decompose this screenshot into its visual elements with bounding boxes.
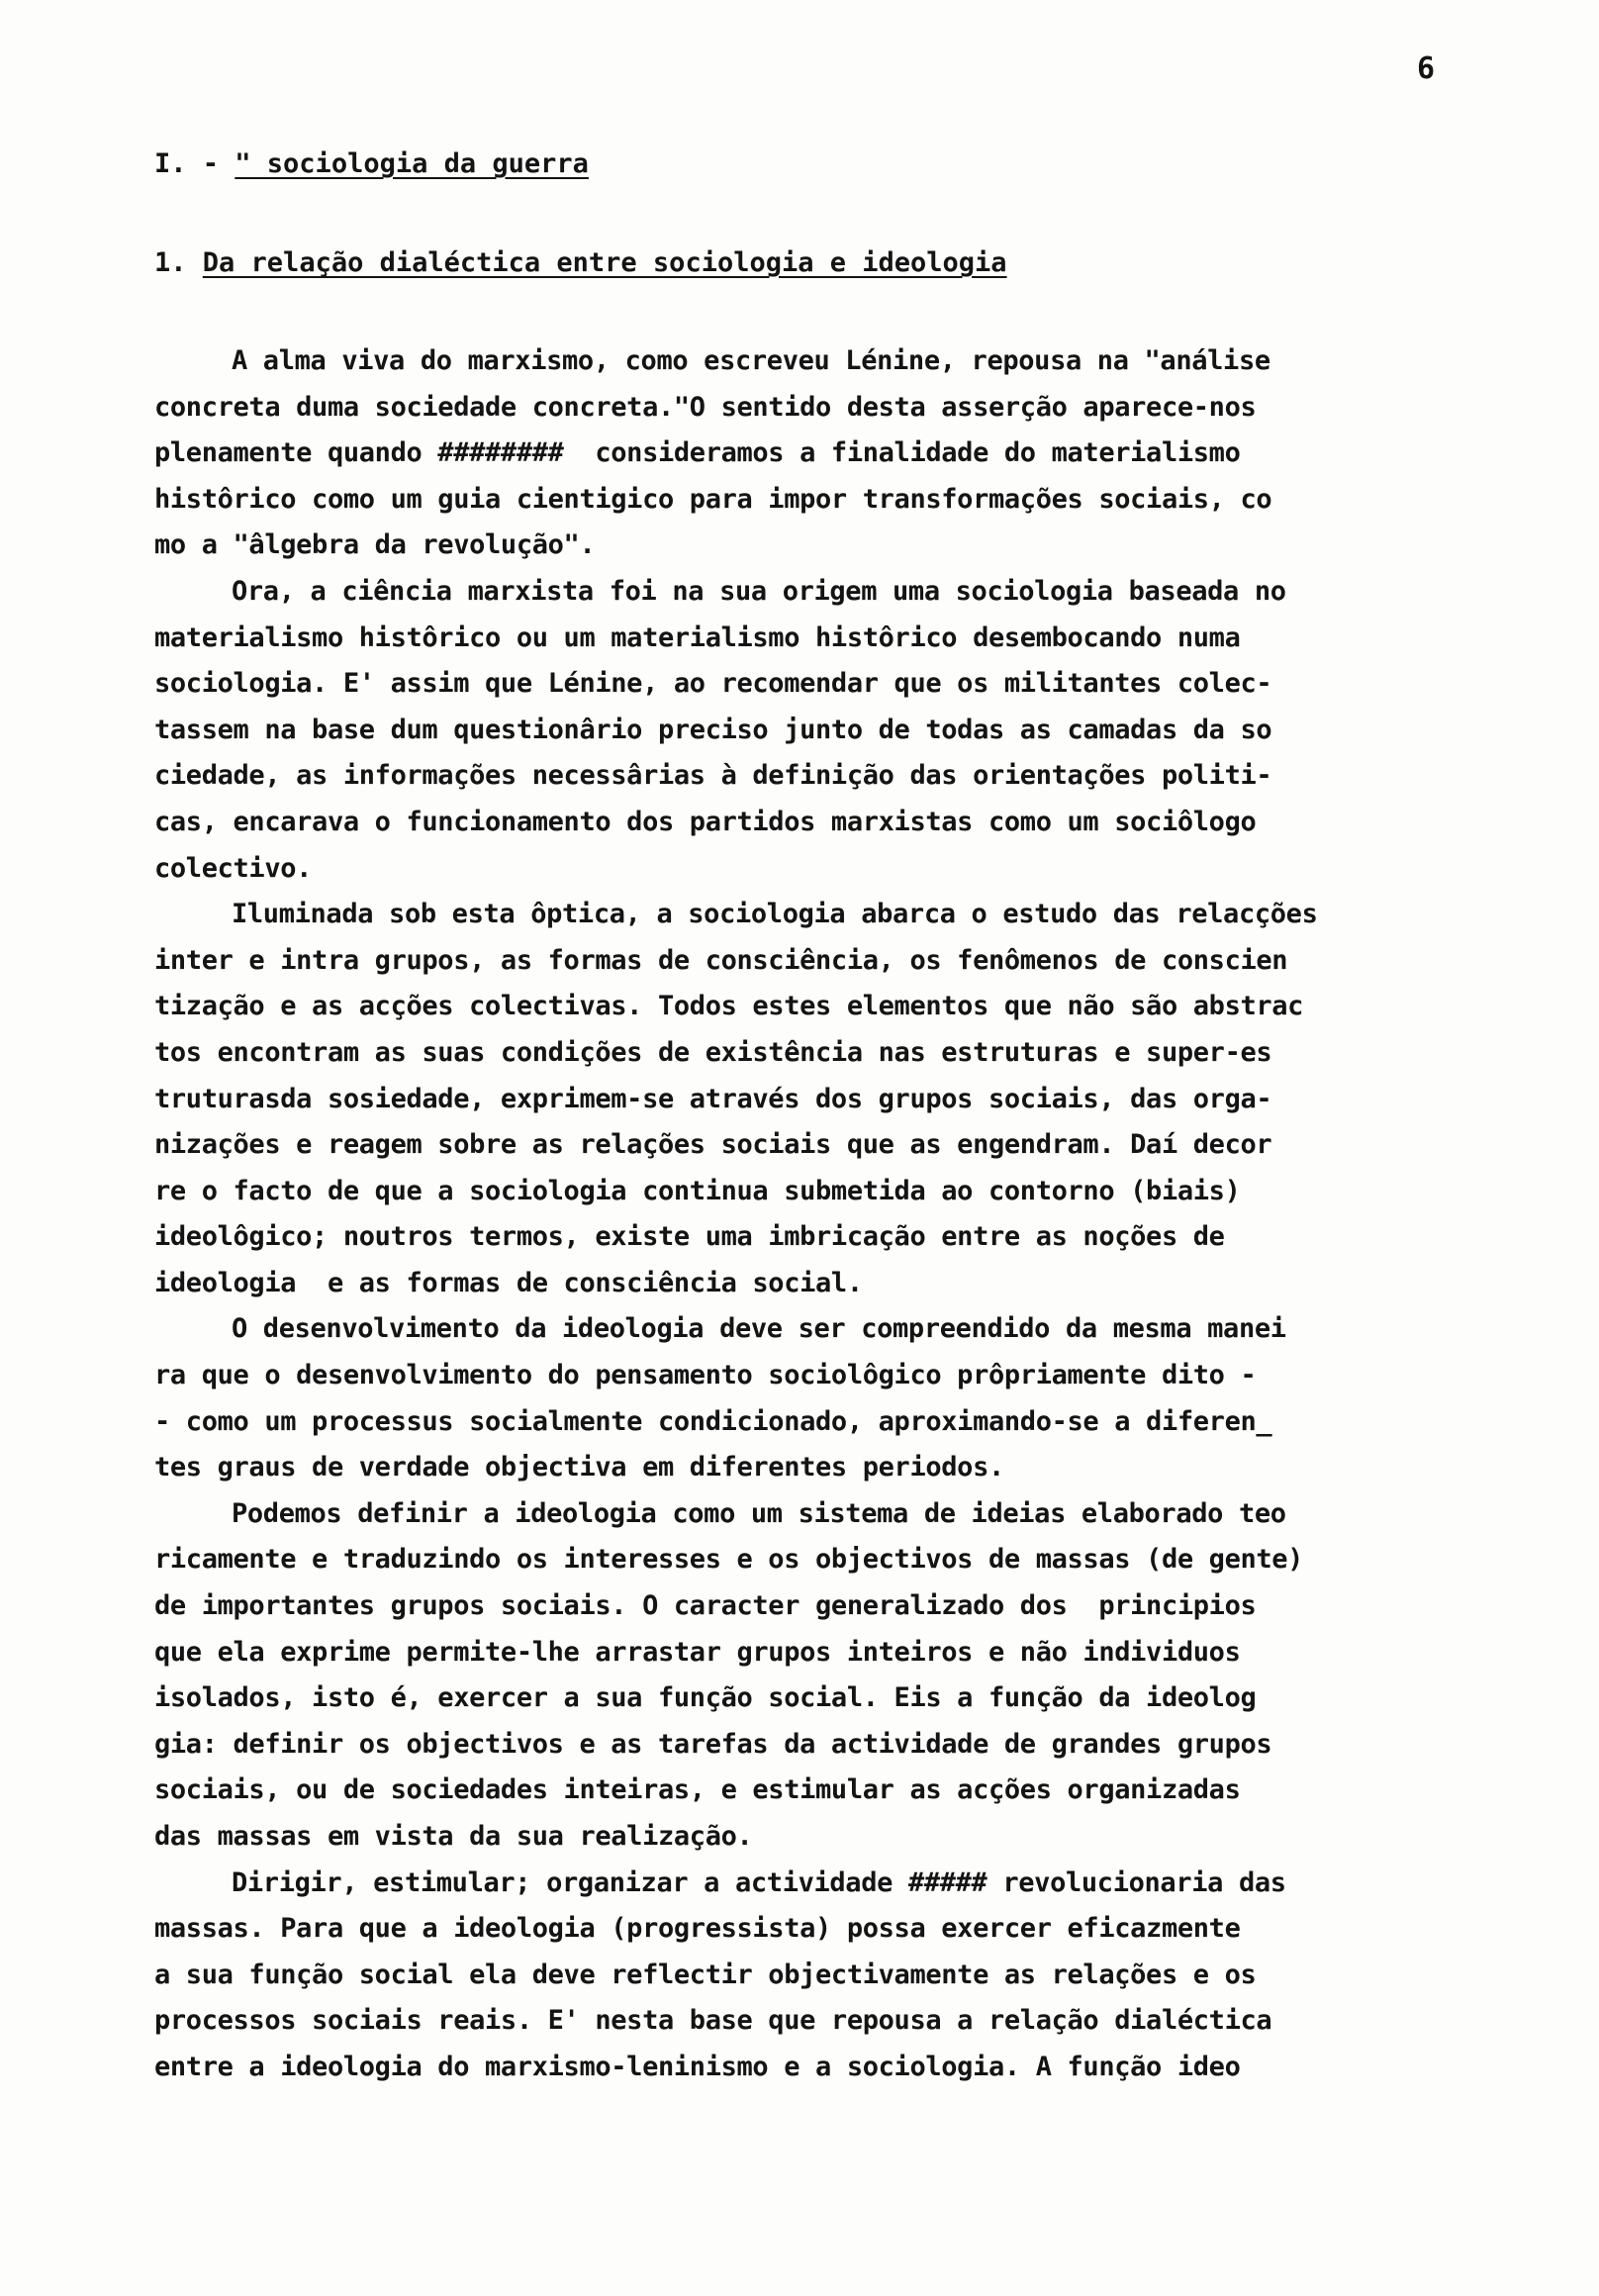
section-heading (154, 148, 589, 179)
text-line: sociologia. E' assim que Lénine, ao recomendar que os militantes colec- (154, 668, 1272, 700)
text-line: histôrico como um guia cientigico para impor transformações sociais, co (154, 483, 1272, 515)
text-line: Dirigir, estimular; organizar a actividade ##### revolucionaria das (232, 1866, 1286, 1898)
text-line: gia: definir os objectivos e as tarefas da actividade de grandes grupos (154, 1728, 1272, 1760)
text-line: concreta duma sociedade concreta."O sentido desta asserção aparece-nos (154, 391, 1257, 423)
text-line: tes graus de verdade objectiva em diferentes periodos. (154, 1452, 1004, 1483)
text-line: entre a ideologia do marxismo-leninismo e a sociologia. A função ideo (154, 2051, 1241, 2082)
body-text (154, 338, 1540, 2091)
text-line: isolados, isto é, exercer a sua função social. Eis a função da ideolog (154, 1682, 1257, 1714)
text-line: ideolôgico; noutros termos, existe uma imbricação entre as noções de (154, 1221, 1225, 1253)
text-line: Ora, a ciência marxista foi na sua origem uma sociologia baseada no (232, 575, 1286, 607)
text-line: plenamente quando ######## consideramos a finalidade do materialismo (154, 437, 1241, 469)
text-line: cas, encarava o funcionamento dos partidos marxistas como um sociôlogo (154, 806, 1257, 837)
text-line: nizações e reagem sobre as relações sociais que as engendram. Daí decor (154, 1129, 1272, 1161)
text-line: re o facto de que a sociologia continua submetida ao contorno (biais) (154, 1175, 1241, 1206)
subsection-heading-prefix: 1. (154, 247, 203, 278)
text-line: tização e as acções colectivas. Todos estes elementos que não são abstrac (154, 991, 1304, 1022)
text-line: ideologia e as formas de consciência social. (154, 1267, 863, 1298)
text-line: O desenvolvimento da ideologia deve ser compreendido da mesma manei (232, 1313, 1286, 1345)
section-heading-prefix: I. - (154, 148, 235, 179)
page-number: 6 (1417, 51, 1436, 86)
text-line: colectivo. (154, 852, 313, 884)
text-line: ciedade, as informações necessârias à definição das orientações politi- (154, 760, 1272, 792)
text-line: massas. Para que a ideologia (progressista) possa exercer eficazmente (154, 1913, 1241, 1945)
text-line: Iluminada sob esta ôptica, a sociologia abarca o estudo das relacções (232, 899, 1318, 930)
text-line: a sua função social ela deve reflectir objectivamente as relações e os (154, 1959, 1257, 1990)
text-line: que ela exprime permite-lhe arrastar grupos inteiros e não individuos (154, 1636, 1241, 1668)
text-line: inter e intra grupos, as formas de consciência, os fenômenos de conscien (154, 944, 1288, 976)
text-line: das massas em vista da sua realização. (154, 1821, 753, 1852)
text-line: sociais, ou de sociedades inteiras, e estimular as acções organizadas (154, 1774, 1241, 1806)
text-line: Podemos definir a ideologia como um sistema de ideias elaborado teo (232, 1497, 1286, 1529)
text-line: tos encontram as suas condições de existência nas estruturas e super-es (154, 1036, 1272, 1068)
section-heading-title: " sociologia da guerra (235, 148, 589, 179)
text-line: de importantes grupos sociais. O caracter generalizado dos principios (154, 1590, 1257, 1622)
text-line: processos sociais reais. E' nesta base que repousa a relação dialéctica (154, 2005, 1272, 2037)
text-line: tassem na base dum questionârio preciso junto de todas as camadas da so (154, 714, 1272, 745)
text-line: - como um processus socialmente condicionado, aproximando-se a diferen_ (154, 1405, 1272, 1437)
text-line: materialismo histôrico ou um materialismo histôrico desembocando numa (154, 622, 1241, 653)
subsection-heading (154, 247, 1007, 278)
subsection-heading-title: Da relação dialéctica entre sociologia e ideologia (202, 247, 1007, 278)
text-line: A alma viva do marxismo, como escreveu Lénine, repousa na "análise (232, 345, 1270, 376)
text-line: truturasda sosiedade, exprimem-se através dos grupos sociais, das orga- (154, 1083, 1272, 1114)
text-line: ra que o desenvolvimento do pensamento sociolôgico prôpriamente dito - (154, 1360, 1257, 1391)
text-line: ricamente e traduzindo os interesses e os objectivos de massas (de gente) (154, 1544, 1304, 1576)
text-line: mo a "âlgebra da revolução". (154, 529, 596, 561)
